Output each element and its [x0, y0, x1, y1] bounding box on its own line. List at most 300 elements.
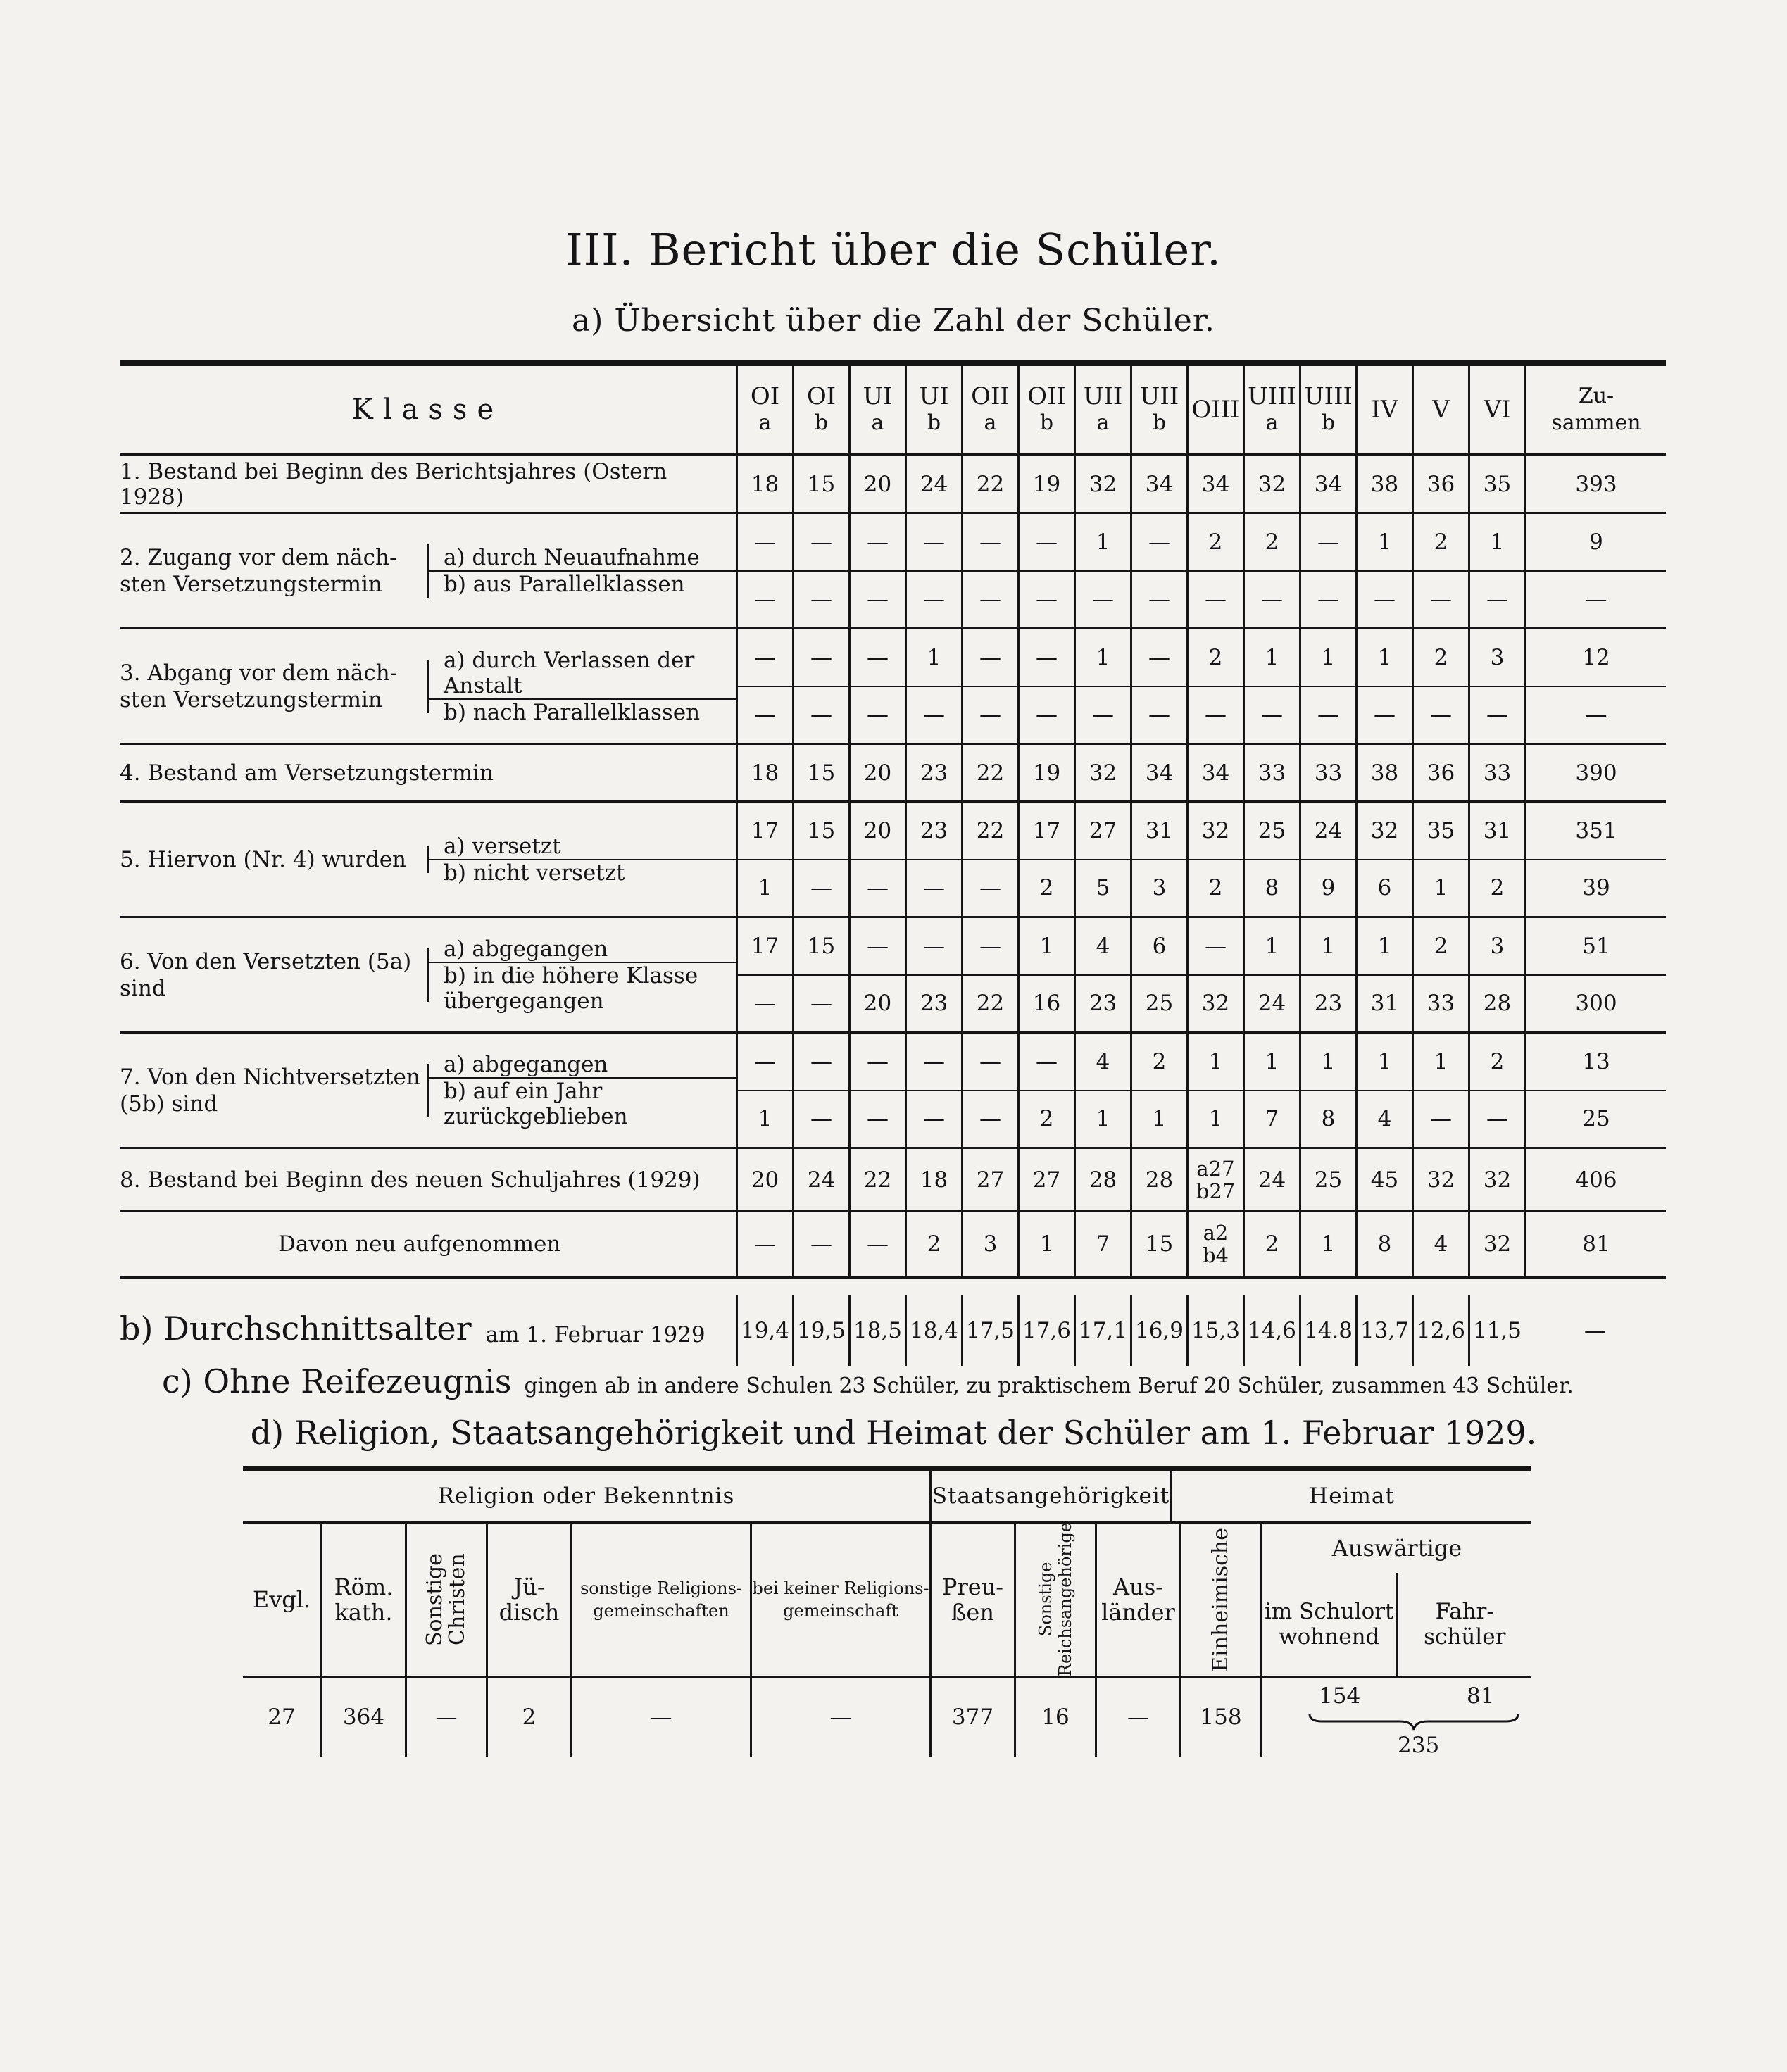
- average-age-cell: [1186, 1295, 1243, 1366]
- header-preussen: Preu- ßen: [929, 1524, 1014, 1676]
- cell-value-a: 1: [1245, 918, 1299, 976]
- cell-value-b: —: [1261, 586, 1283, 613]
- row-label: 1. Bestand bei Beginn des Berichtsjahres (Ostern 1928): [120, 458, 667, 510]
- value-cell: [1243, 1149, 1299, 1210]
- cell-value-b: 1: [1434, 875, 1448, 901]
- average-age-cell: [1017, 1295, 1074, 1366]
- total-cell: [1524, 803, 1666, 916]
- cell-value-b: —: [1036, 586, 1058, 613]
- cell-value-b: 23: [1089, 991, 1117, 1017]
- class-column-header: [1186, 366, 1243, 453]
- value-cell: [1017, 629, 1074, 743]
- value-cell: [792, 918, 848, 1031]
- cell-value-a: 2: [1189, 514, 1243, 572]
- class-name: OII: [1027, 382, 1066, 410]
- value-cell: [1074, 803, 1130, 916]
- class-section: a: [1265, 410, 1279, 435]
- cell-value-a: 6: [1132, 918, 1186, 976]
- class-name: UI: [919, 382, 949, 410]
- cell-value: 20: [863, 760, 892, 786]
- cell-value-a: 23: [907, 803, 961, 860]
- cell-value-b: —: [1036, 702, 1058, 728]
- stacked-part: a2: [1203, 1221, 1229, 1245]
- cell-value: 14.8: [1303, 1318, 1353, 1343]
- cell-value: 3: [983, 1231, 998, 1257]
- value-cell: [961, 803, 1017, 916]
- value-cell: [1299, 456, 1355, 512]
- row-sublabel: b) aus Parallelklassen: [444, 571, 685, 597]
- value-cell: [1412, 1034, 1468, 1147]
- cell-value-a: 4: [1076, 918, 1130, 976]
- class-section: b: [1152, 410, 1167, 435]
- cell-value: 19,4: [740, 1318, 790, 1343]
- average-age-cell: [736, 1295, 792, 1366]
- cell-value: 12,6: [1416, 1318, 1466, 1343]
- cell-value: 18: [751, 760, 779, 786]
- cell-value-a: 1: [1358, 918, 1412, 976]
- klasse-header: Klasse: [351, 393, 504, 426]
- value-cell: [1074, 918, 1130, 1031]
- value-cell: [1299, 1212, 1355, 1276]
- cell-value-b: 7: [1265, 1106, 1279, 1132]
- value-cell: [1186, 1149, 1243, 1210]
- average-age-date: am 1. Februar 1929: [485, 1322, 706, 1348]
- row-sublabel: a) abgegangen: [429, 1052, 736, 1079]
- class-name: OI: [806, 382, 836, 410]
- cell-value-a: 51: [1526, 918, 1666, 976]
- total-header-top: Zu-: [1578, 383, 1614, 408]
- total-cell: [1524, 918, 1666, 1031]
- cell-value: [1189, 1212, 1243, 1276]
- stacked-part: b27: [1196, 1179, 1236, 1203]
- cell-value-b: —: [1148, 586, 1170, 613]
- cell-value-a: —: [907, 1034, 961, 1091]
- cell-value: 34: [1201, 760, 1230, 786]
- value-cell: [848, 803, 905, 916]
- section-c-label: c) Ohne Reifezeugnis: [162, 1362, 512, 1400]
- cell-value: 23: [920, 760, 948, 786]
- cell-value-a: 1: [1470, 514, 1524, 572]
- cell-value-b: —: [1317, 702, 1339, 728]
- row-sublabel: b) nicht versetzt: [444, 860, 625, 886]
- cell-value-b: —: [1486, 702, 1508, 728]
- cell-value-a: 9: [1526, 514, 1666, 572]
- cell-value: 38: [1370, 760, 1399, 786]
- row-label: 3. Abgang vor dem näch-sten Versetzungstermin: [120, 660, 429, 713]
- cell-value: 81: [1582, 1231, 1610, 1257]
- cell-value-b: —: [810, 702, 832, 728]
- row-label: 2. Zugang vor dem näch-sten Versetzungstermin: [120, 544, 429, 598]
- cell-value-a: 2: [1414, 514, 1468, 572]
- value-cell: [1074, 1212, 1130, 1276]
- cell-value-a: —: [1189, 918, 1243, 976]
- value-cell: [1412, 456, 1468, 512]
- table-row: [120, 1212, 1666, 1276]
- value-cell: [848, 456, 905, 512]
- cell-value: 1: [1321, 1231, 1336, 1257]
- class-name: VI: [1484, 395, 1511, 424]
- value-cell: [1017, 1034, 1074, 1147]
- cell-value-a: —: [851, 629, 905, 687]
- cell-value-a: 1: [1301, 629, 1355, 687]
- row-sublabel: a) versetzt: [429, 834, 736, 860]
- cell-value-a: 17: [1020, 803, 1074, 860]
- cell-value: —: [754, 1231, 776, 1257]
- value-cell: [1299, 514, 1355, 627]
- cell-value-b: 8: [1321, 1106, 1336, 1132]
- value-cell: [1130, 1149, 1186, 1210]
- average-age-cell: [1299, 1295, 1355, 1366]
- header-roem: Röm. kath.: [320, 1524, 405, 1676]
- cell-value: 20: [751, 1167, 779, 1193]
- group-staat: Staatsangehörigkeit: [929, 1471, 1172, 1521]
- value-keiner: —: [750, 1678, 929, 1757]
- value-cell: [1074, 1149, 1130, 1210]
- cell-value-b: —: [1430, 702, 1452, 728]
- class-section: a: [758, 410, 772, 435]
- cell-value: 34: [1201, 471, 1230, 497]
- cell-value: 24: [1258, 1167, 1286, 1193]
- value-cell: [1186, 1034, 1243, 1147]
- value-einheimische: 158: [1179, 1678, 1260, 1757]
- row-label: 7. Von den Nichtversetzten (5b) sind: [120, 1064, 429, 1117]
- average-age-cell: [1130, 1295, 1186, 1366]
- religion-table-header-row: [243, 1524, 1531, 1678]
- header-schulort: im Schulort wohnend: [1262, 1573, 1398, 1676]
- value-cell: [905, 1212, 961, 1276]
- row-sublabel: b) auf ein Jahr zurückgeblieben: [444, 1078, 628, 1129]
- value-cell: [1412, 918, 1468, 1031]
- value-auswaertige-total: 235: [1398, 1733, 1440, 1758]
- cell-value-a: 2: [1414, 918, 1468, 976]
- class-name: UII: [1139, 382, 1179, 410]
- average-age-cell: [1074, 1295, 1130, 1366]
- value-cell: [1355, 1034, 1412, 1147]
- value-cell: [1299, 918, 1355, 1031]
- cell-value-b: 8: [1265, 875, 1279, 901]
- cell-value-b: 1: [758, 875, 772, 901]
- cell-value: 32: [1089, 760, 1117, 786]
- value-cell: [736, 918, 792, 1031]
- cell-value-b: 22: [976, 991, 1005, 1017]
- cell-value-b: 3: [1152, 875, 1167, 901]
- value-cell: [1355, 1212, 1412, 1276]
- cell-value-b: —: [1374, 586, 1396, 613]
- class-column-header: [1299, 366, 1355, 453]
- class-name: OII: [971, 382, 1010, 410]
- value-cell: [1017, 918, 1074, 1031]
- cell-value-a: —: [851, 514, 905, 572]
- class-name: OI: [750, 382, 780, 410]
- table-row: [120, 629, 1666, 745]
- value-cell: [1130, 918, 1186, 1031]
- value-cell: [848, 1212, 905, 1276]
- class-column-header: [905, 366, 961, 453]
- cell-value-a: 351: [1526, 803, 1666, 860]
- cell-value-a: 1: [1358, 514, 1412, 572]
- cell-value-a: 1: [1020, 918, 1074, 976]
- value-cell: [736, 803, 792, 916]
- cell-value: —: [867, 1231, 889, 1257]
- cell-value-a: 3: [1470, 918, 1524, 976]
- value-cell: [1243, 803, 1299, 916]
- class-column-header: [1074, 366, 1130, 453]
- cell-value: 8: [1377, 1231, 1392, 1257]
- cell-value-b: 5: [1096, 875, 1110, 901]
- value-cell: [1017, 745, 1074, 800]
- value-cell: [1074, 1034, 1130, 1147]
- cell-value: 15: [1145, 1231, 1174, 1257]
- cell-value-b: —: [867, 875, 889, 901]
- average-age-cell: [792, 1295, 848, 1366]
- cell-value: 34: [1145, 760, 1174, 786]
- cell-value: 2: [927, 1231, 941, 1257]
- table-row: [120, 514, 1666, 629]
- total-cell: [1524, 1212, 1666, 1276]
- cell-value-a: —: [1020, 514, 1074, 572]
- value-cell: [792, 514, 848, 627]
- cell-value: 13,7: [1360, 1318, 1410, 1343]
- cell-value-b: 31: [1370, 991, 1399, 1017]
- row-sublabel: a) durch Verlassen der Anstalt: [429, 648, 736, 700]
- cell-value-a: 2: [1414, 629, 1468, 687]
- cell-value-a: —: [794, 514, 848, 572]
- value-cell: [1017, 1149, 1074, 1210]
- cell-value: 28: [1145, 1167, 1174, 1193]
- value-cell: [905, 456, 961, 512]
- cell-value-b: —: [1317, 586, 1339, 613]
- cell-value: 14,6: [1247, 1318, 1297, 1343]
- value-cell: [1468, 803, 1524, 916]
- value-cell: [1468, 1212, 1524, 1276]
- value-cell: [1074, 745, 1130, 800]
- cell-value-b: 33: [1427, 991, 1455, 1017]
- cell-value-b: 23: [920, 991, 948, 1017]
- class-name: V: [1432, 395, 1450, 424]
- class-column-header: [736, 366, 792, 453]
- value-cell: [792, 1034, 848, 1147]
- section-d-title: d) Religion, Staatsangehörigkeit und Heimat der Schüler am 1. Februar 1929.: [250, 1414, 1537, 1452]
- cell-value: 27: [976, 1167, 1005, 1193]
- cell-value-a: —: [738, 629, 792, 687]
- cell-value-b: —: [810, 586, 832, 613]
- value-cell: [1299, 803, 1355, 916]
- cell-value-a: 20: [851, 803, 905, 860]
- value-cell: [1468, 1034, 1524, 1147]
- cell-value-a: 15: [794, 918, 848, 976]
- cell-value-a: —: [1020, 629, 1074, 687]
- cell-value-a: —: [794, 629, 848, 687]
- value-cell: [1017, 456, 1074, 512]
- cell-value: 32: [1483, 1167, 1512, 1193]
- cell-value-b: 25: [1582, 1106, 1610, 1132]
- cell-value-a: —: [794, 1034, 848, 1091]
- value-cell: [1186, 514, 1243, 627]
- cell-value-b: —: [1585, 586, 1607, 613]
- cell-value-a: 31: [1470, 803, 1524, 860]
- average-age-cell: [1468, 1295, 1524, 1366]
- cell-value: [1189, 1149, 1243, 1210]
- cell-value-a: 13: [1526, 1034, 1666, 1091]
- cell-value-b: 2: [1039, 875, 1054, 901]
- cell-value-b: —: [1205, 702, 1227, 728]
- value-cell: [1243, 1034, 1299, 1147]
- cell-value: 33: [1314, 760, 1343, 786]
- value-cell: [1074, 456, 1130, 512]
- cell-value-a: —: [963, 1034, 1017, 1091]
- cell-value: 17,5: [965, 1318, 1015, 1343]
- value-schulort: 154: [1319, 1683, 1361, 1709]
- cell-value-b: —: [1261, 702, 1283, 728]
- value-cell: [1468, 1149, 1524, 1210]
- cell-value: 36: [1427, 471, 1455, 497]
- value-cell: [848, 1149, 905, 1210]
- value-cell: [905, 1149, 961, 1210]
- cell-value-a: —: [963, 918, 1017, 976]
- cell-value-a: 1: [1076, 629, 1130, 687]
- cell-value-a: 2: [1245, 514, 1299, 572]
- group-heimat: Heimat: [1309, 1483, 1395, 1509]
- cell-value-b: —: [754, 586, 776, 613]
- page-title: III. Bericht über die Schüler.: [565, 224, 1222, 275]
- value-cell: [1468, 456, 1524, 512]
- cell-value-b: —: [1486, 586, 1508, 613]
- value-evgl: 27: [268, 1704, 296, 1730]
- cell-value-b: 24: [1258, 991, 1286, 1017]
- cell-value-b: —: [979, 1106, 1001, 1132]
- value-preussen: 377: [929, 1678, 1014, 1757]
- value-roem: 364: [320, 1678, 405, 1757]
- average-age-cell: [905, 1295, 961, 1366]
- cell-value: 45: [1370, 1167, 1399, 1193]
- cell-value-a: 15: [794, 803, 848, 860]
- table-row: [120, 803, 1666, 918]
- header-einheimische: Einheimische: [1208, 1527, 1233, 1672]
- total-cell: [1524, 629, 1666, 743]
- header-auswaertige: Auswärtige: [1331, 1535, 1462, 1562]
- class-name: UIII: [1248, 382, 1296, 410]
- cell-value-b: —: [979, 875, 1001, 901]
- cell-value: 19: [1032, 471, 1061, 497]
- cell-value-a: 3: [1470, 629, 1524, 687]
- cell-value-a: 1: [1414, 1034, 1468, 1091]
- cell-value-b: 25: [1145, 991, 1174, 1017]
- pupil-count-table: [120, 360, 1666, 1279]
- value-cell: [792, 629, 848, 743]
- cell-value-a: 32: [1189, 803, 1243, 860]
- value-cell: [905, 803, 961, 916]
- average-age-cell: [1412, 1295, 1468, 1366]
- cell-value-a: —: [851, 918, 905, 976]
- average-age-total: [1524, 1295, 1666, 1366]
- religion-table: [243, 1466, 1531, 1757]
- cell-value-b: 2: [1208, 875, 1223, 901]
- value-cell: [1412, 1212, 1468, 1276]
- cell-value: 15: [807, 760, 836, 786]
- value-cell: [1186, 803, 1243, 916]
- cell-value-b: —: [979, 702, 1001, 728]
- cell-value-b: —: [810, 991, 832, 1017]
- value-cell: [848, 745, 905, 800]
- value-cell: [1186, 629, 1243, 743]
- row-sublabel: b) nach Parallelklassen: [444, 699, 701, 725]
- value-cell: [736, 745, 792, 800]
- header-auslaender: Aus- länder: [1095, 1524, 1179, 1676]
- header-sonstige-religion: sonstige Religions- gemeinschaften: [570, 1524, 750, 1676]
- value-cell: [1412, 803, 1468, 916]
- value-cell: [1243, 456, 1299, 512]
- cell-value-a: 32: [1358, 803, 1412, 860]
- cell-value-a: —: [963, 629, 1017, 687]
- value-cell: [1412, 514, 1468, 627]
- cell-value-a: 35: [1414, 803, 1468, 860]
- cell-value-b: 2: [1490, 875, 1505, 901]
- table-row: [120, 745, 1666, 803]
- cell-value-b: 39: [1582, 875, 1610, 901]
- header-reichsangehoerige: Sonstige Reichsangehörige: [1036, 1522, 1075, 1677]
- value-cell: [961, 1034, 1017, 1147]
- cell-value: 4: [1434, 1231, 1448, 1257]
- value-reichsangehoerige: 16: [1014, 1678, 1095, 1757]
- value-cell: [961, 514, 1017, 627]
- cell-value-a: —: [907, 918, 961, 976]
- cell-value: 38: [1370, 471, 1399, 497]
- cell-value-a: 1: [1358, 629, 1412, 687]
- value-cell: [792, 1149, 848, 1210]
- cell-value: 24: [807, 1167, 836, 1193]
- class-column-header: [792, 366, 848, 453]
- value-cell: [1186, 1212, 1243, 1276]
- cell-value-b: 300: [1575, 991, 1617, 1017]
- value-cell: [848, 918, 905, 1031]
- value-cell: [736, 456, 792, 512]
- value-cell: [961, 456, 1017, 512]
- cell-value-a: 22: [963, 803, 1017, 860]
- row-label: Davon neu aufgenommen: [278, 1231, 561, 1257]
- value-cell: [1412, 1149, 1468, 1210]
- cell-value-b: —: [810, 1106, 832, 1132]
- row-sublabel: b) in die höhere Klasse übergegangen: [444, 962, 698, 1014]
- average-age-cell: [1243, 1295, 1299, 1366]
- value-cell: [1243, 514, 1299, 627]
- cell-value-b: —: [923, 586, 945, 613]
- cell-value-a: —: [738, 514, 792, 572]
- cell-value: 15,3: [1191, 1318, 1241, 1343]
- cell-value: 17,6: [1022, 1318, 1072, 1343]
- value-auslaender: —: [1095, 1678, 1179, 1757]
- value-cell: [961, 1149, 1017, 1210]
- cell-value: 34: [1314, 471, 1343, 497]
- cell-value-b: —: [810, 875, 832, 901]
- value-cell: [1355, 918, 1412, 1031]
- cell-value: 27: [1032, 1167, 1061, 1193]
- cell-value-a: 4: [1076, 1034, 1130, 1091]
- cell-value-a: 31: [1132, 803, 1186, 860]
- value-cell: [905, 629, 961, 743]
- class-section: b: [1039, 410, 1054, 435]
- cell-value-a: 1: [1245, 629, 1299, 687]
- cell-value-a: 2: [1132, 1034, 1186, 1091]
- cell-value: 22: [976, 471, 1005, 497]
- cell-value-b: 9: [1321, 875, 1336, 901]
- value-cell: [792, 456, 848, 512]
- cell-value: 390: [1575, 760, 1617, 786]
- cell-value: 16,9: [1134, 1318, 1184, 1343]
- cell-value: 1: [1039, 1231, 1054, 1257]
- value-cell: [1355, 629, 1412, 743]
- cell-value-b: —: [1430, 1106, 1452, 1132]
- cell-value: 32: [1427, 1167, 1455, 1193]
